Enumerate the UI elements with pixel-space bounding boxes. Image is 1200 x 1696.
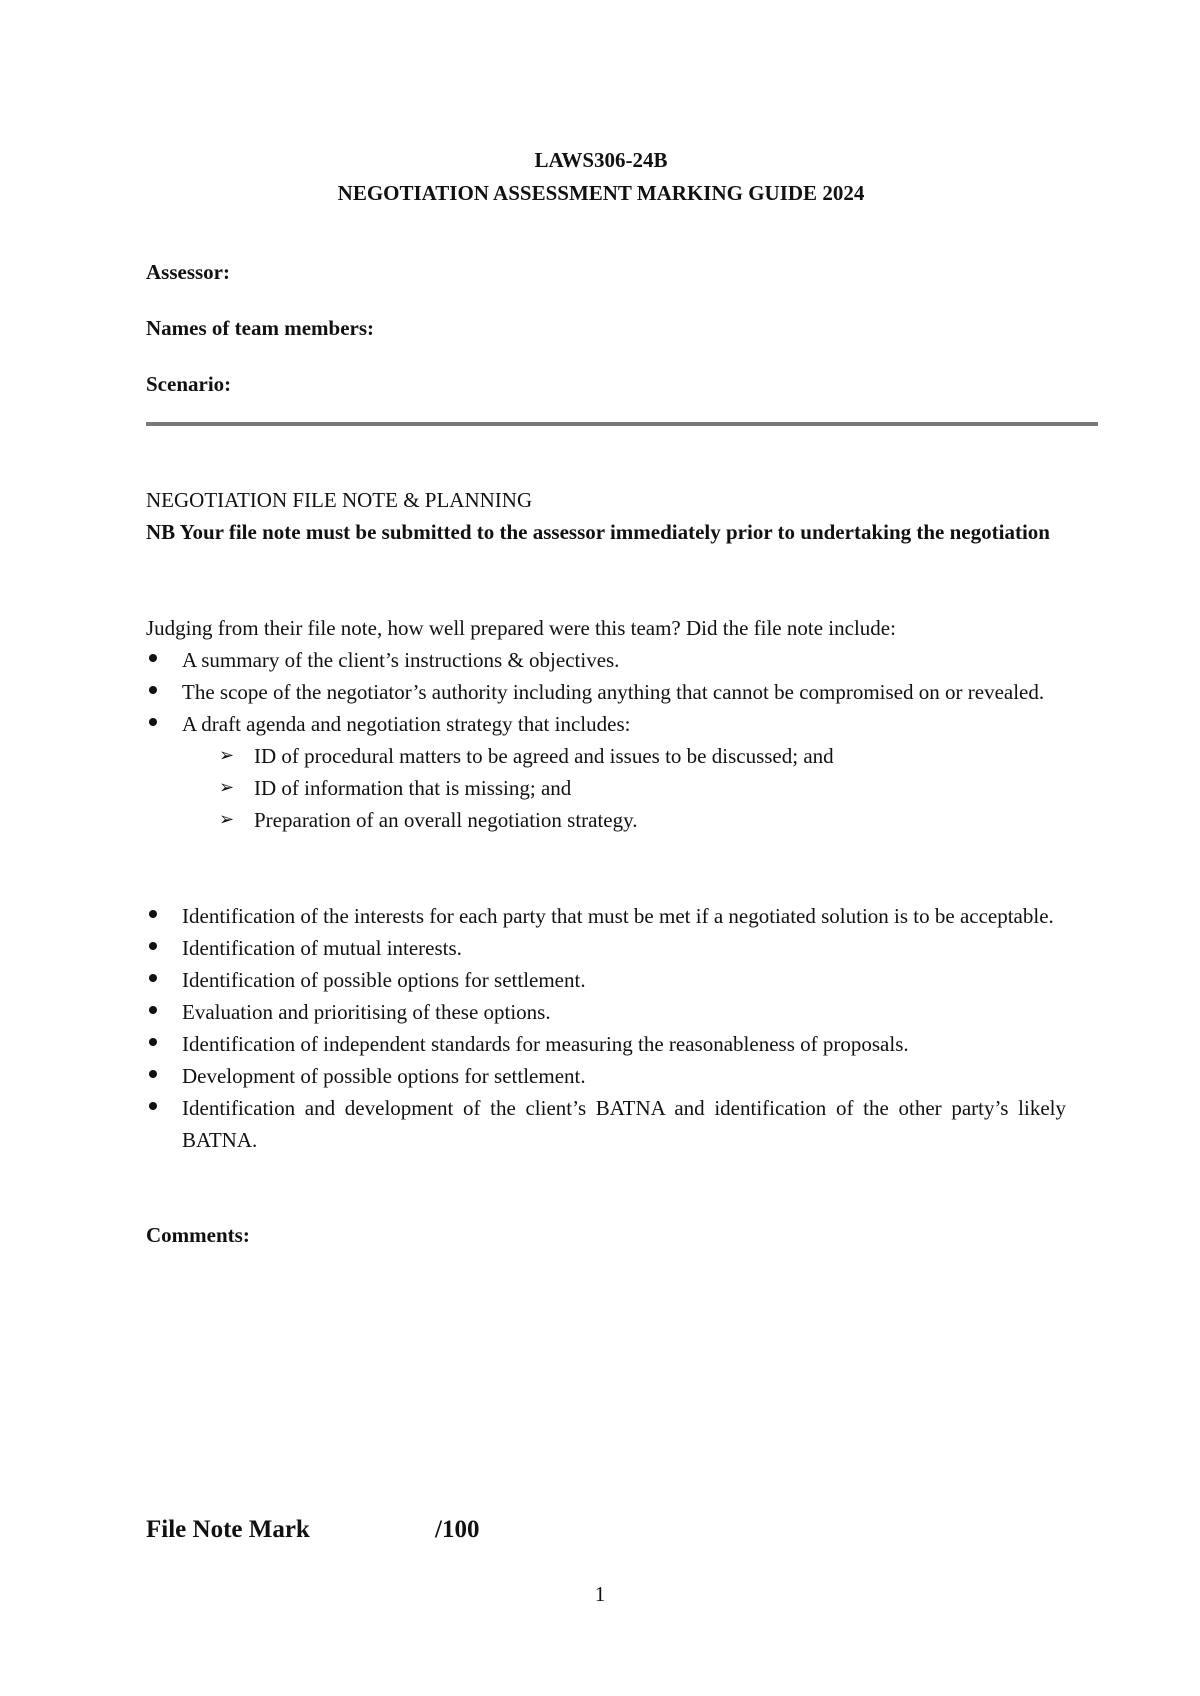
list-item	[146, 996, 1066, 1028]
list-item	[146, 644, 1066, 676]
sub-list-item	[218, 804, 1066, 836]
checklist-a	[146, 644, 1066, 836]
document-title: NEGOTIATION ASSESSMENT MARKING GUIDE 2024	[337, 181, 865, 205]
sub-list-item	[218, 740, 1066, 772]
comments-label: Comments:	[146, 1223, 250, 1247]
file-note-mark-value: /100	[435, 1516, 480, 1543]
list-item-text: Identification of independent standards for measuring the reasonableness of proposals.	[182, 1032, 909, 1056]
list-item	[146, 1060, 1066, 1092]
sub-list-item-text: ID of information that is missing; and	[254, 776, 572, 800]
section-nb-note: NB Your file note must be submitted to the assessor immediately prior to undertaking the negotiation	[146, 520, 1050, 544]
team-members-label: Names of team members:	[146, 316, 374, 340]
bullet-dot-icon	[149, 654, 157, 662]
list-item-text: Development of possible options for settlement.	[182, 1064, 586, 1088]
bullet-dot-icon	[149, 910, 157, 918]
page-number: 1	[594, 1582, 606, 1606]
horizontal-divider	[146, 422, 1098, 426]
intro-question: Judging from their file note, how well prepared were this team? Did the file note include:	[146, 616, 896, 640]
list-item-text: Identification of mutual interests.	[182, 936, 462, 960]
list-item-text: A summary of the client’s instructions & objectives.	[182, 648, 620, 672]
arrowhead-icon: ➢	[219, 809, 235, 830]
list-item	[146, 708, 1066, 836]
list-item	[146, 932, 1066, 964]
sub-list-item-text: Preparation of an overall negotiation strategy.	[254, 808, 638, 832]
bullet-dot-icon	[149, 1038, 157, 1046]
arrowhead-icon: ➢	[219, 745, 235, 766]
checklist-b	[146, 900, 1066, 1156]
sub-list-item-text: ID of procedural matters to be agreed and issues to be discussed; and	[254, 744, 834, 768]
scenario-label: Scenario:	[146, 372, 232, 396]
bullet-dot-icon	[149, 1006, 157, 1014]
list-item-text: A draft agenda and negotiation strategy that includes:	[182, 712, 631, 736]
list-item-text: The scope of the negotiator’s authority including anything that cannot be compromised on or revealed.	[182, 680, 1045, 704]
list-item-text: Identification and development of the client’s BATNA and identification of the other party’s likely BATNA.	[182, 1096, 1066, 1152]
list-item-text: Evaluation and prioritising of these options.	[182, 1000, 551, 1024]
list-item	[146, 1028, 1066, 1060]
bullet-dot-icon	[149, 718, 157, 726]
list-item	[146, 964, 1066, 996]
list-item-text: Identification of possible options for settlement.	[182, 968, 586, 992]
bullet-dot-icon	[149, 1102, 157, 1110]
section-title: NEGOTIATION FILE NOTE & PLANNING	[146, 488, 533, 512]
bullet-dot-icon	[149, 942, 157, 950]
bullet-dot-icon	[149, 974, 157, 982]
sub-checklist	[182, 740, 1066, 836]
arrowhead-icon: ➢	[219, 777, 235, 798]
sub-list-item	[218, 772, 1066, 804]
bullet-dot-icon	[149, 1070, 157, 1078]
list-item	[146, 1092, 1066, 1156]
bullet-dot-icon	[149, 686, 157, 694]
list-item	[146, 676, 1066, 708]
file-note-mark-label: File Note Mark	[146, 1516, 310, 1543]
course-code: LAWS306-24B	[534, 148, 668, 172]
list-item-text: Identification of the interests for each party that must be met if a negotiated solution is to be acceptable.	[182, 904, 1054, 928]
list-item	[146, 900, 1066, 932]
assessor-label: Assessor:	[146, 260, 230, 284]
